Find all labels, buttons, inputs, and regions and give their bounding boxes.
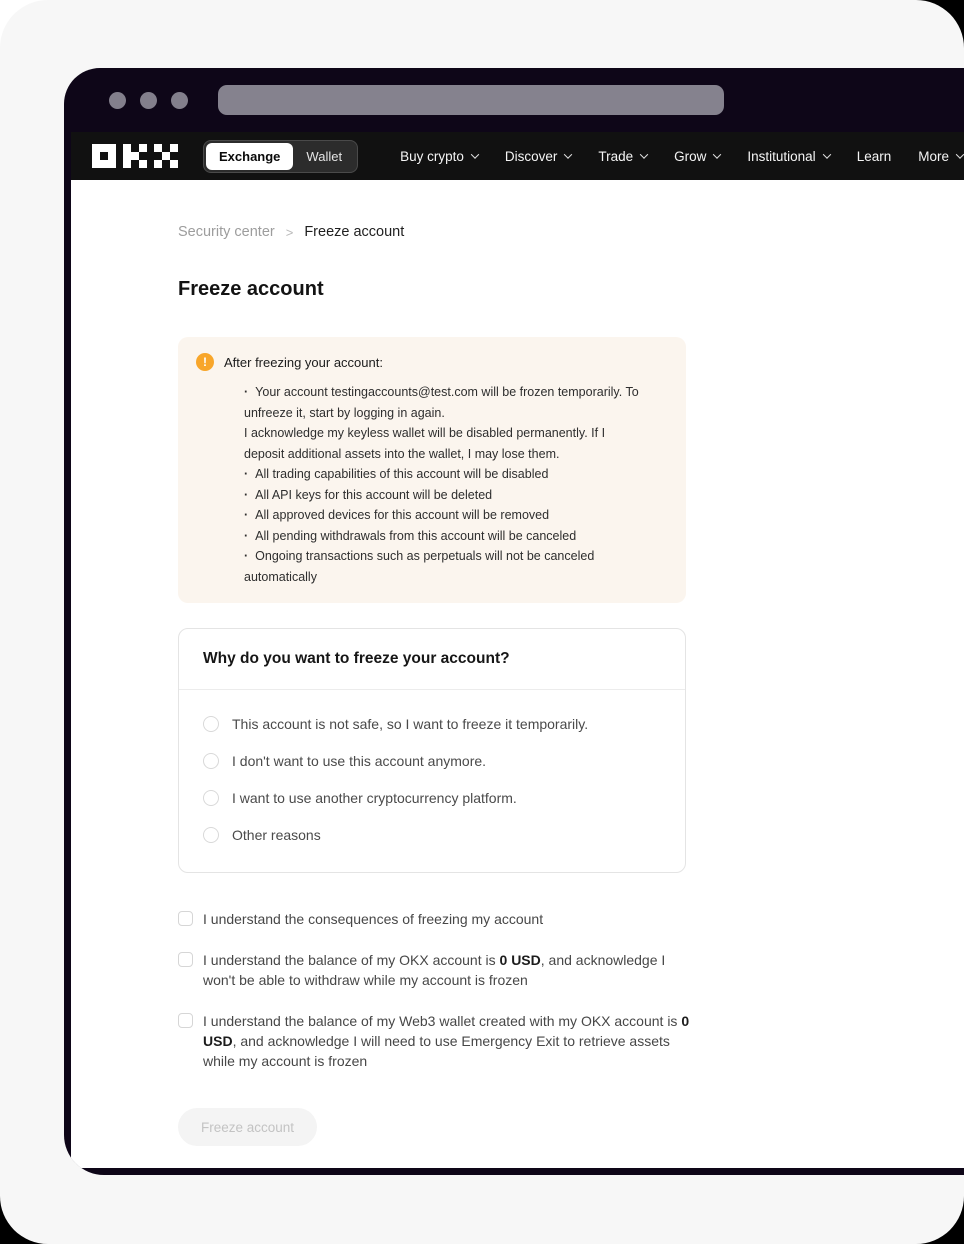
notice-item-text: All trading capabilities of this account will be disabled [255, 467, 549, 481]
logo-glyph-o [92, 144, 116, 168]
acknowledgement-label [203, 909, 543, 929]
browser-titlebar [64, 68, 964, 132]
reason-option-label: I don't want to use this account anymore. [232, 753, 487, 769]
nav-item-label: Trade [598, 148, 634, 164]
reason-option[interactable] [203, 790, 661, 806]
window-control-dot[interactable] [109, 92, 126, 109]
notice-item [244, 485, 648, 506]
acknowledgements [178, 909, 690, 1071]
reason-options [179, 690, 685, 872]
notice-item [244, 423, 648, 464]
notice-item-text: All approved devices for this account will be removed [255, 508, 550, 522]
main-content [71, 180, 964, 1168]
freeze-account-button[interactable]: Freeze account [178, 1108, 317, 1146]
reason-option-label: This account is not safe, so I want to freeze it temporarily. [232, 716, 589, 732]
radio-button[interactable] [203, 790, 219, 806]
notice-list [244, 382, 648, 587]
nav-item-discover[interactable] [505, 149, 572, 164]
browser-window [64, 68, 964, 1175]
notice-item [244, 526, 648, 547]
reason-question: Why do you want to freeze your account? [179, 629, 685, 690]
chevron-down-icon [471, 150, 479, 158]
nav-item-learn[interactable] [857, 149, 892, 164]
window-control-dot[interactable] [140, 92, 157, 109]
freeze-notice [178, 337, 686, 603]
reason-card [178, 628, 686, 873]
breadcrumb-separator-icon: > [285, 224, 294, 240]
breadcrumb-current: Freeze account [304, 224, 405, 240]
bullet-icon: · [244, 528, 249, 543]
reason-option-label: I want to use another cryptocurrency platform. [232, 790, 517, 806]
nav-item-grow[interactable] [674, 149, 720, 164]
nav-item-label: Learn [856, 148, 892, 164]
ack-text: I understand the balance of my Web3 wallet created with my OKX account is [203, 1013, 682, 1029]
chevron-down-icon [822, 150, 830, 158]
ack-text: , and acknowledge I will need to use Emergency Exit to retrieve assets while my account is frozen [203, 1033, 670, 1069]
checkbox[interactable] [178, 911, 193, 926]
nav-item-buy-crypto[interactable] [400, 149, 478, 164]
reason-option-label: Other reasons [232, 827, 321, 843]
reason-option[interactable] [203, 827, 661, 843]
reason-option[interactable] [203, 753, 661, 769]
radio-button[interactable] [203, 716, 219, 732]
ack-text: I understand the balance of my OKX account is [203, 952, 500, 968]
okx-navbar [71, 132, 964, 180]
notice-item [244, 382, 648, 423]
nav-item-label: Buy crypto [400, 148, 464, 164]
toggle-option-wallet[interactable]: Wallet [293, 143, 355, 170]
account-mode-toggle [203, 140, 358, 173]
bullet-icon: · [244, 467, 249, 481]
notice-item-text: Your account testingaccounts@test.com will be frozen temporarily. To unfreeze it, start by logging in again. [244, 385, 639, 420]
notice-item [244, 505, 648, 526]
window-control-dot[interactable] [171, 92, 188, 109]
chevron-down-icon [713, 150, 721, 158]
notice-item-text: All API keys for this account will be deleted [255, 487, 493, 502]
notice-item-text: Ongoing transactions such as perpetuals will not be canceled automatically [244, 549, 595, 584]
acknowledgement-label [203, 950, 690, 990]
chevron-down-icon [956, 150, 964, 158]
browser-viewport [71, 132, 964, 1168]
radio-button[interactable] [203, 827, 219, 843]
breadcrumb-security-center[interactable]: Security center [178, 224, 275, 240]
nav-item-more[interactable] [918, 149, 963, 164]
page-title: Freeze account [178, 278, 324, 300]
navbar-menu [400, 149, 963, 164]
checkbox[interactable] [178, 1013, 193, 1028]
logo-glyph-k [123, 144, 147, 168]
warning-icon: ! [196, 353, 214, 371]
ack-bold-text: 0 USD [499, 952, 541, 968]
acknowledgement-item[interactable] [178, 1011, 690, 1071]
reason-option[interactable] [203, 716, 661, 732]
nav-item-trade[interactable] [598, 149, 647, 164]
notice-item [244, 546, 648, 587]
nav-item-institutional[interactable] [747, 149, 829, 164]
toggle-option-exchange[interactable]: Exchange [206, 143, 293, 170]
nav-item-label: Discover [504, 148, 558, 164]
nav-item-label: Grow [674, 148, 707, 164]
bullet-icon: · [244, 385, 249, 399]
notice-header [196, 353, 668, 371]
nav-item-label: More [918, 148, 949, 164]
ack-bold-text: 0 USD [203, 1013, 690, 1049]
bullet-icon: · [244, 508, 249, 522]
chevron-down-icon [640, 150, 648, 158]
okx-logo-icon[interactable] [92, 144, 178, 168]
ack-text: I understand the consequences of freezing my account [203, 911, 544, 927]
bullet-icon: · [244, 487, 249, 502]
notice-title: After freezing your account: [224, 354, 383, 370]
logo-glyph-x [154, 144, 178, 168]
chevron-down-icon [564, 150, 572, 158]
url-bar[interactable] [218, 85, 724, 115]
window-controls [109, 92, 202, 109]
acknowledgement-item[interactable] [178, 909, 690, 929]
nav-item-label: Institutional [747, 148, 816, 164]
radio-button[interactable] [203, 753, 219, 769]
breadcrumb [178, 224, 964, 240]
bullet-icon: · [244, 549, 249, 563]
notice-item [244, 464, 648, 485]
ack-text: , and acknowledge I won't be able to withdraw while my account is frozen [203, 952, 666, 988]
notice-item-text: All pending withdrawals from this account will be canceled [255, 528, 577, 543]
checkbox[interactable] [178, 952, 193, 967]
notice-item-text: I acknowledge my keyless wallet will be disabled permanently. If I deposit additional assets into the wallet, I may lose them. [244, 426, 606, 461]
acknowledgement-label [203, 1011, 690, 1071]
acknowledgement-item[interactable] [178, 950, 690, 990]
